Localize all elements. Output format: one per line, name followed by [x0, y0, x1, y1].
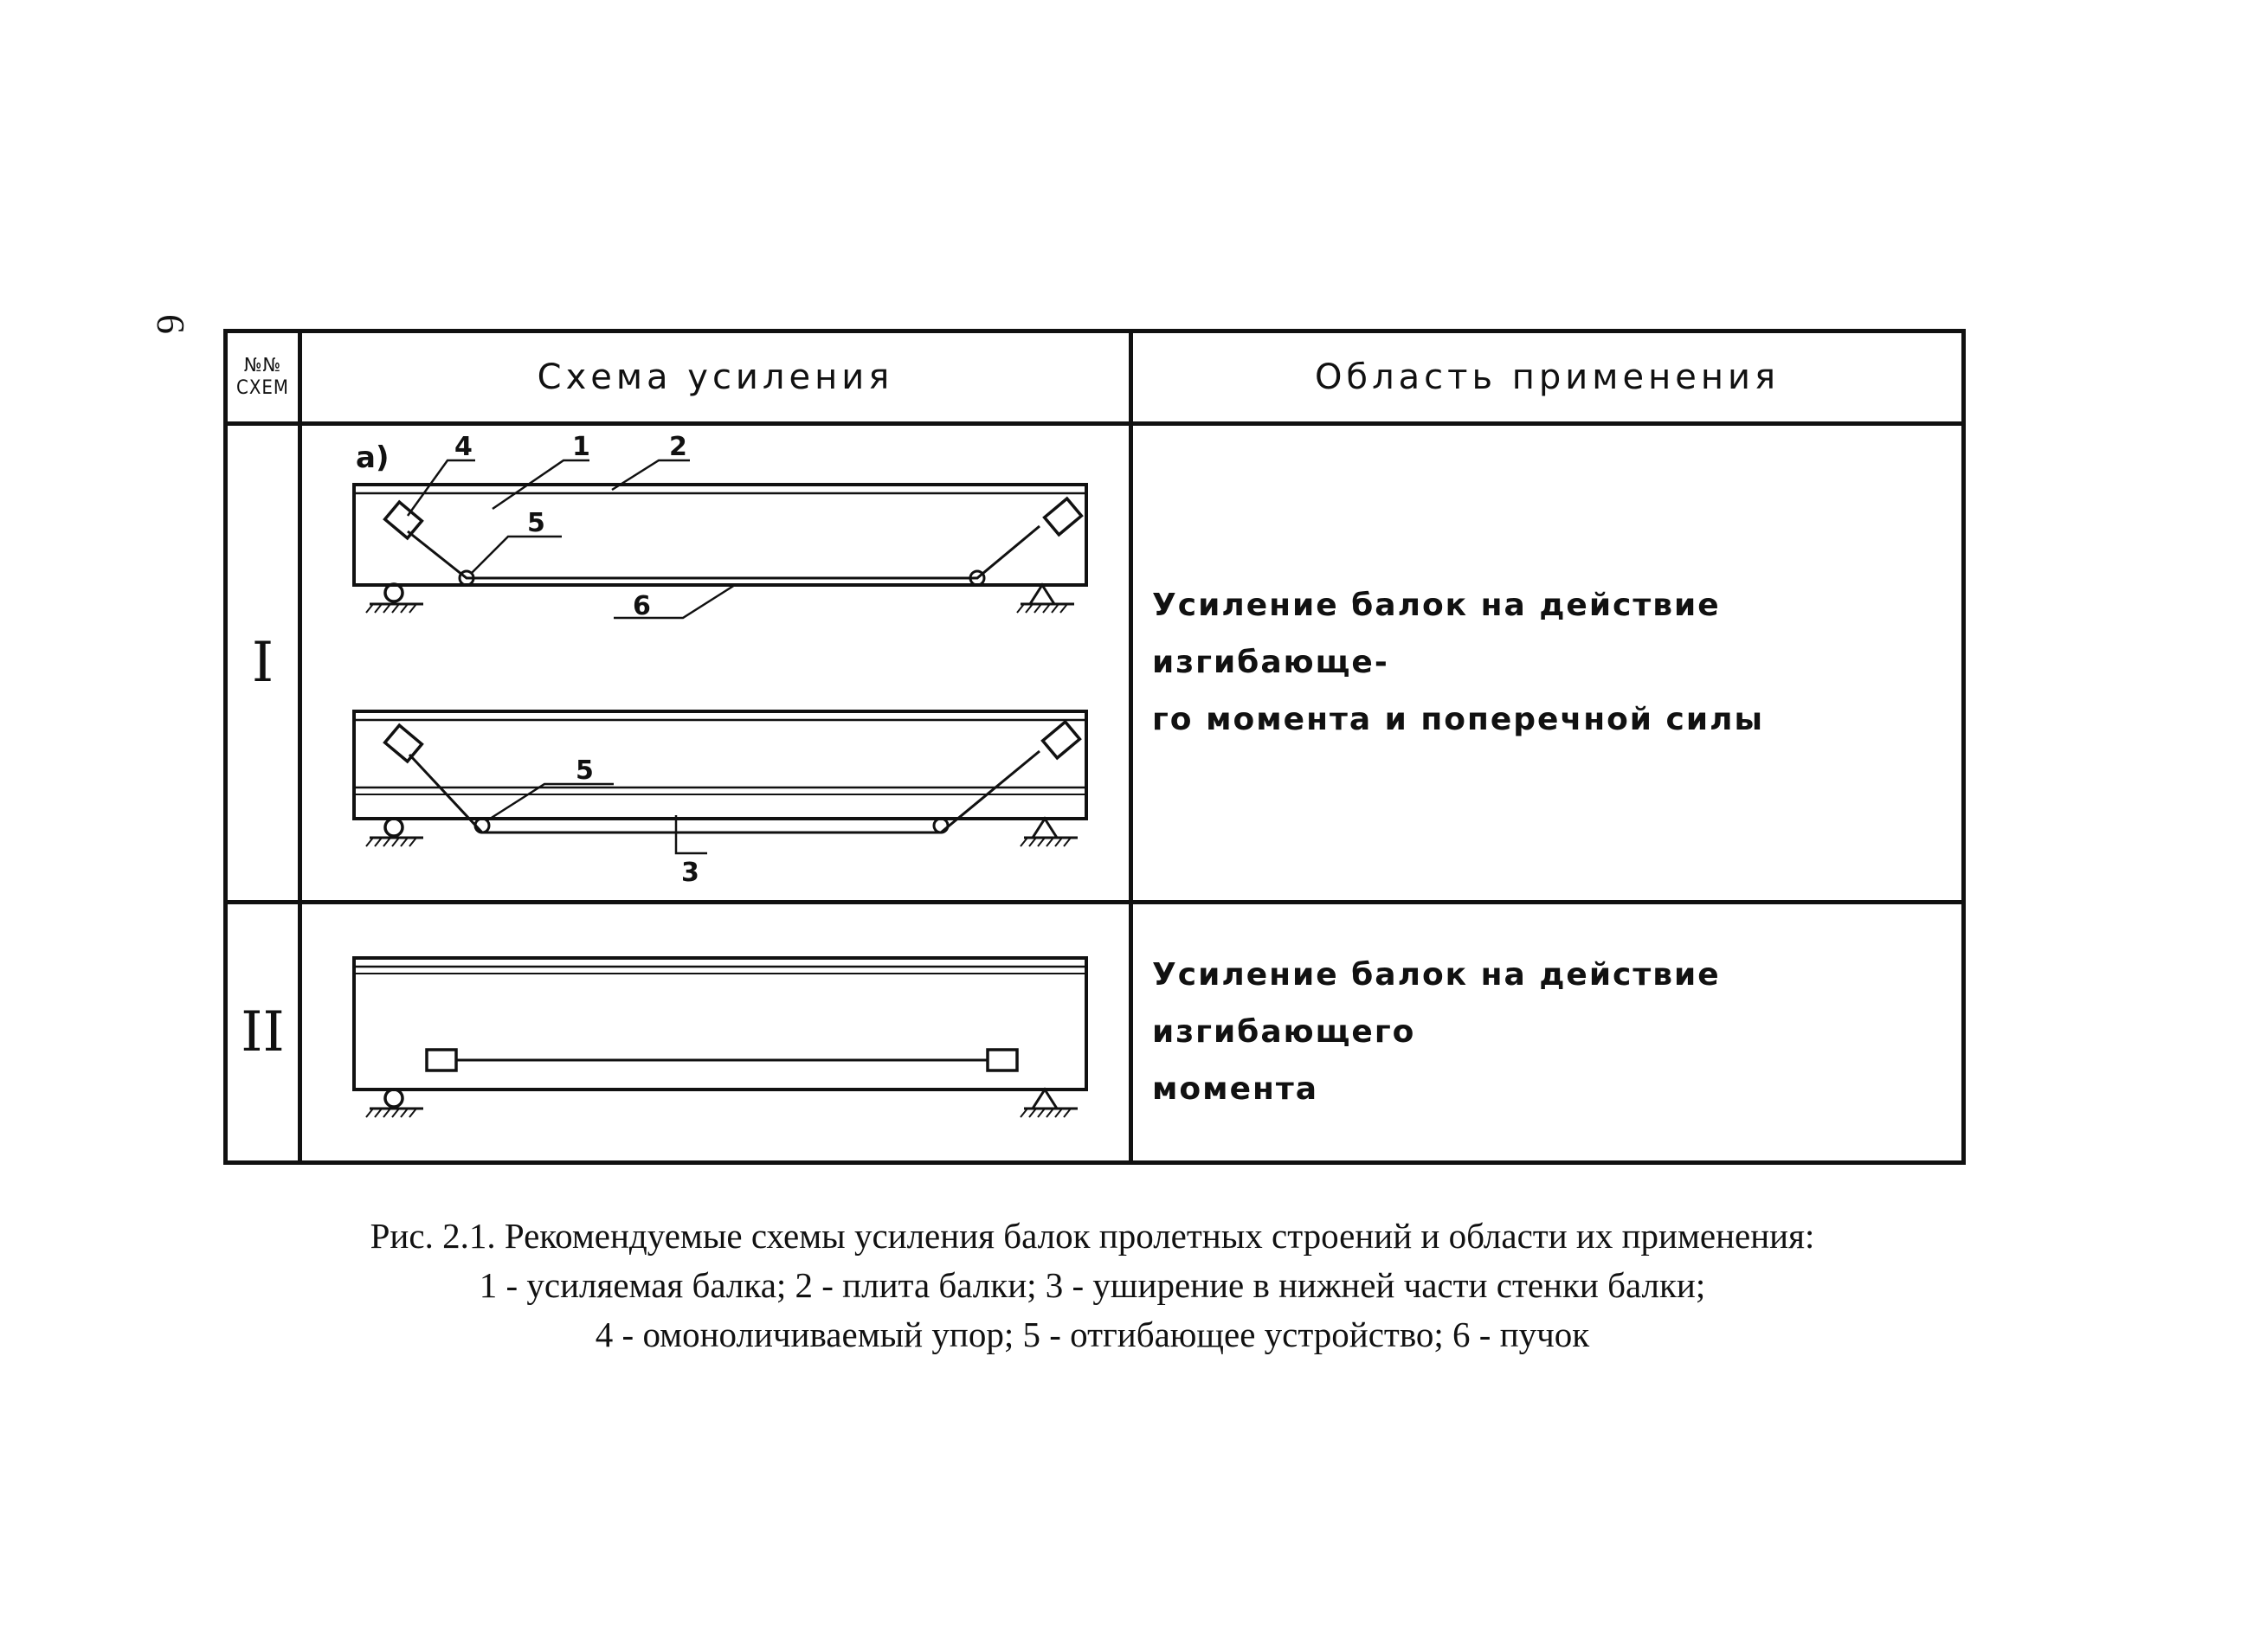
callout-5a: 5: [527, 508, 545, 538]
beam-lower: [354, 711, 1086, 853]
area-line: Усиление балок на действие изгибающе-: [1152, 588, 1721, 680]
area-line: Усиление балок на действие изгибающего: [1152, 957, 1721, 1050]
beam-upper: [354, 460, 1086, 618]
scheme-drawing-2: [300, 903, 1131, 1163]
scheme-numeral-1: I: [226, 424, 300, 903]
caption-line-2: 1 - усиляемая балка; 2 - плита балки; 3 - уширение в нижней части стенки балки;: [479, 1265, 1706, 1305]
table-header-row: [226, 331, 1964, 424]
scheme-label: а): [356, 440, 390, 475]
beam-diagram-1: [302, 426, 1129, 900]
figure-caption: [223, 1212, 1961, 1360]
callout-4: 4: [454, 432, 473, 462]
table-row: [226, 903, 1964, 1163]
page-number: 6: [149, 314, 193, 334]
scheme-drawing-1: [300, 424, 1131, 903]
beam-diagram-2: [302, 904, 1129, 1160]
header-scheme: Схема усиления: [300, 331, 1131, 424]
schemes-table: [223, 329, 1966, 1165]
header-num-line1: №№: [243, 355, 282, 376]
area-cell-1: [1131, 424, 1964, 903]
callout-6: 6: [633, 591, 651, 621]
caption-line-3: 4 - омоноличиваемый упор; 5 - отгибающее устройство; 6 - пучок: [595, 1315, 1590, 1354]
callout-5b: 5: [576, 755, 594, 786]
area-cell-2: [1131, 903, 1964, 1163]
caption-line-1: Рис. 2.1. Рекомендуемые схемы усиления балок пролетных строений и области их применения:: [370, 1216, 1815, 1256]
header-num-line2: СХЕМ: [236, 377, 289, 399]
callout-2: 2: [669, 432, 687, 462]
scheme-numeral-2: II: [226, 903, 300, 1163]
callout-1: 1: [572, 432, 590, 462]
callout-3: 3: [681, 858, 699, 888]
header-scheme-number: [226, 331, 300, 424]
header-area: Область применения: [1131, 331, 1964, 424]
table-row: [226, 424, 1964, 903]
area-line: го момента и поперечной силы: [1152, 702, 1765, 737]
area-line: момента: [1152, 1071, 1319, 1107]
